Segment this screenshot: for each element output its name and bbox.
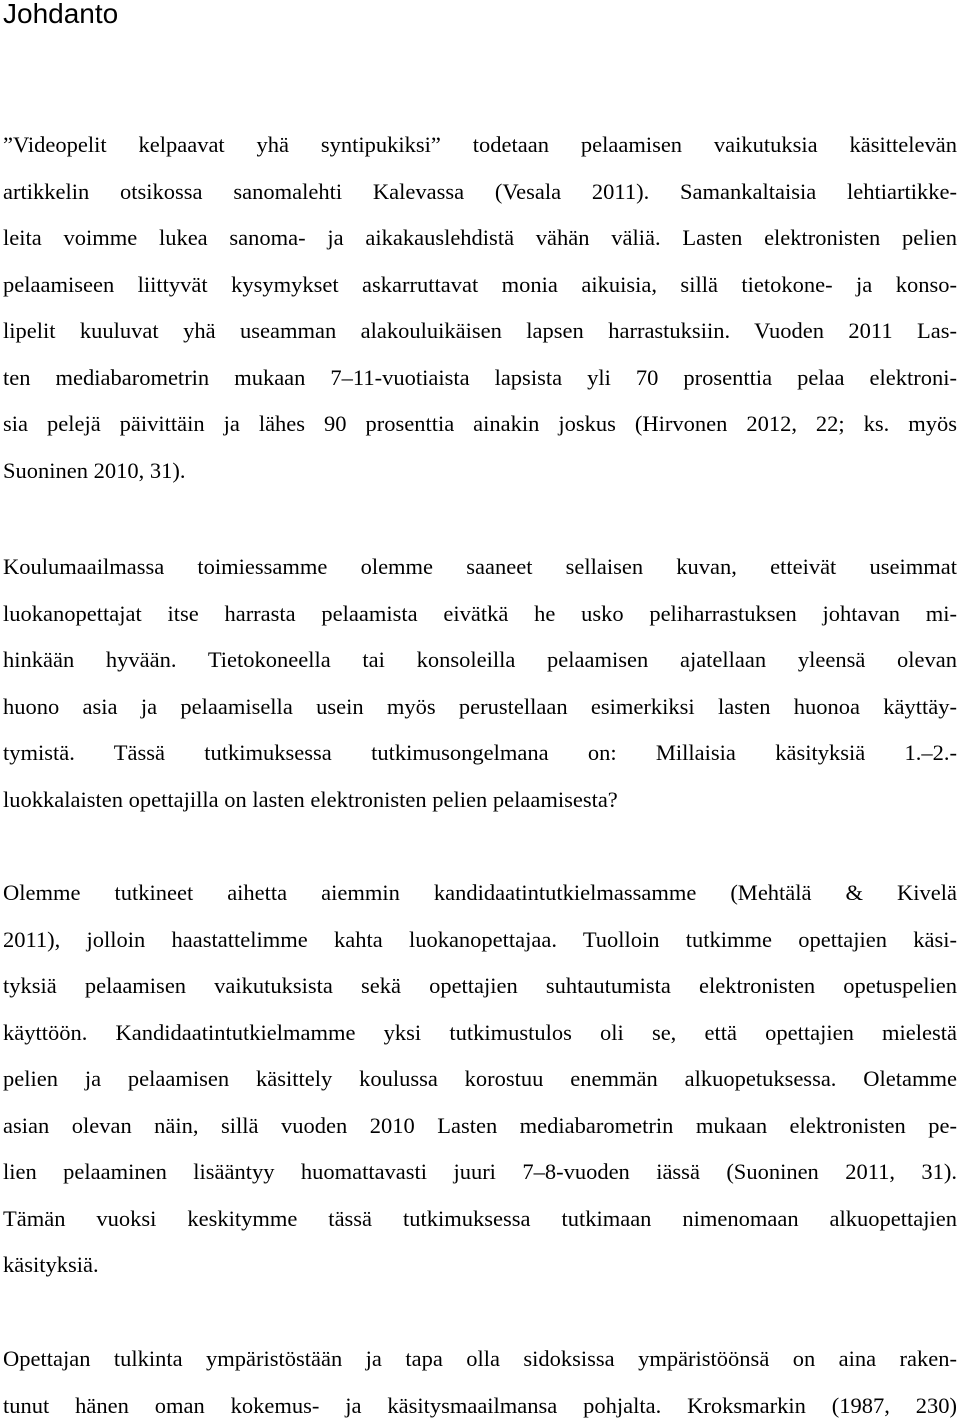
text-line: pelien ja pelaamisen käsittely koulussa korostuu enemmän alkuopetuksessa. Oletamme <box>3 1066 957 1091</box>
page-title: Johdanto <box>3 0 119 29</box>
text-line: käsityksiä. <box>3 1252 99 1277</box>
paragraph-1 <box>3 122 957 494</box>
text-line: ”Videopelit kelpaavat yhä syntipukiksi” todetaan pelaamisen vaikutuksia käsittelevän <box>3 132 957 157</box>
paragraph-4 <box>3 1336 957 1423</box>
text-line: Olemme tutkineet aihetta aiemmin kandidaatintutkielmassamme (Mehtälä & Kivelä <box>3 880 957 905</box>
text-line: Tämän vuoksi keskitymme tässä tutkimuksessa tutkimaan nimenomaan alkuopettajien <box>3 1205 957 1231</box>
text-line: tymistä. Tässä tutkimuksessa tutkimusongelmana on: Millaisia käsityksiä 1.–2.- <box>3 740 957 765</box>
text-line: 2011), jolloin haastattelimme kahta luokanopettajaa. Tuolloin tutkimme opettajien käsi- <box>3 926 957 952</box>
text-line: luokanopettajat itse harrasta pelaamista eivätkä he usko peliharrastuksen johtavan mi- <box>3 600 957 626</box>
text-line: lien pelaaminen lisääntyy huomattavasti juuri 7–8-vuoden iässä (Suoninen 2011, 31). <box>3 1159 957 1184</box>
paragraph-3 <box>3 870 957 1289</box>
text-line: tunut hänen oman kokemus- ja käsitysmaailmansa pohjalta. Kroksmarkin (1987, 230) <box>3 1392 957 1418</box>
text-line: huono asia ja pelaamisella usein myös perustellaan esimerkiksi lasten huonoa käyttäy- <box>3 693 957 719</box>
text-line: hinkään hyvään. Tietokoneella tai konsoleilla pelaamisen ajatellaan yleensä olevan <box>3 647 957 672</box>
text-line: käyttöön. Kandidaatintutkielmamme yksi tutkimustulos oli se, että opettajien mielestä <box>3 1019 957 1045</box>
text-line: tyksiä pelaamisen vaikutuksista sekä opettajien suhtautumista elektronisten opetuspelien <box>3 973 957 998</box>
text-line: Suoninen 2010, 31). <box>3 457 186 483</box>
text-line: lipelit kuuluvat yhä useamman alakouluikäisen lapsen harrastuksiin. Vuoden 2011 Las- <box>3 318 957 343</box>
text-line: artikkelin otsikossa sanomalehti Kalevassa (Vesala 2011). Samankaltaisia lehtiartikke- <box>3 178 957 204</box>
text-line: ten mediabarometrin mukaan 7–11-vuotiaista lapsista yli 70 prosenttia pelaa elektroni- <box>3 364 957 390</box>
text-line: luokkalaisten opettajilla on lasten elektronisten pelien pelaamisesta? <box>3 786 618 812</box>
text-line: Opettajan tulkinta ympäristöstään ja tapa olla sidoksissa ympäristöönsä on aina raken- <box>3 1346 957 1371</box>
text-line: pelaamiseen liittyvät kysymykset askarruttavat monia aikuisia, sillä tietokone- ja konso- <box>3 271 957 297</box>
text-line: leita voimme lukea sanoma- ja aikakauslehdistä vähän väliä. Lasten elektronisten pelien <box>3 225 957 250</box>
text-line: Koulumaailmassa toimiessamme olemme saaneet sellaisen kuvan, etteivät useimmat <box>3 554 957 579</box>
text-line: sia pelejä päivittäin ja lähes 90 prosenttia ainakin joskus (Hirvonen 2012, 22; ks. myös <box>3 411 957 436</box>
paragraph-2 <box>3 544 957 823</box>
text-line: asian olevan näin, sillä vuoden 2010 Lasten mediabarometrin mukaan elektronisten pe- <box>3 1112 957 1138</box>
